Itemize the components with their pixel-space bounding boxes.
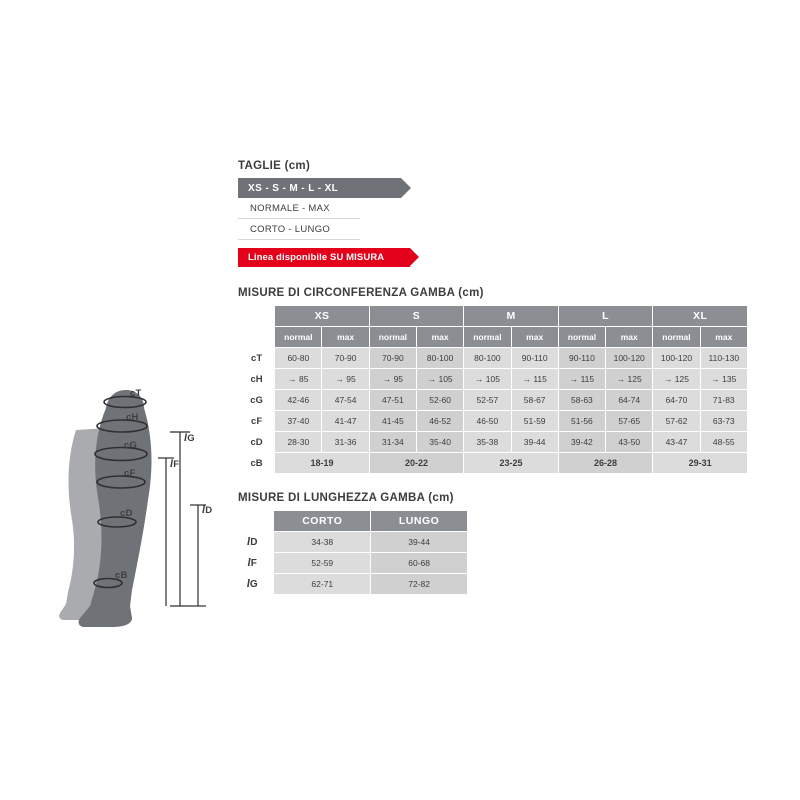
table-row-cb (239, 453, 748, 474)
sizes-banner: XS - S - M - L - XL (238, 178, 401, 198)
cell: 70-90 (369, 348, 416, 369)
cell: 31-34 (369, 432, 416, 453)
cell: 20-22 (369, 453, 464, 474)
label-ld: lD (202, 504, 213, 516)
row-label-cd: cD (239, 432, 275, 453)
length-header-lungo: LUNGO (371, 511, 468, 532)
made-to-measure-banner: Linea disponibile SU MISURA (238, 248, 410, 267)
cell: 47-51 (369, 390, 416, 411)
cell: 35-38 (464, 432, 511, 453)
label-ch: cH (126, 412, 139, 423)
table-header-subs (239, 327, 748, 348)
cell: 57-62 (653, 411, 700, 432)
label-cg: cG (124, 440, 138, 451)
cell: 46-50 (464, 411, 511, 432)
cell: 100-120 (606, 348, 653, 369)
header-size-s: S (369, 306, 464, 327)
cell: 43-47 (653, 432, 700, 453)
label-cb: cB (115, 570, 128, 581)
chart-content (238, 160, 748, 595)
subheader-max-xl: max (700, 327, 747, 348)
leg-illustration (58, 370, 233, 635)
header-size-l: L (558, 306, 653, 327)
table-row (239, 369, 748, 390)
length-title: MISURE DI LUNGHEZZA GAMBA (cm) (238, 492, 454, 504)
cell: 39-44 (511, 432, 558, 453)
cell: 43-50 (606, 432, 653, 453)
subheader-normal-xl: normal (653, 327, 700, 348)
cell: 58-63 (558, 390, 605, 411)
cell: 37-40 (275, 411, 322, 432)
table-row (239, 390, 748, 411)
label-cd: cD (120, 508, 133, 519)
cell: 34-38 (274, 532, 371, 553)
cell: 39-44 (371, 532, 468, 553)
row-label-ld: lD (238, 532, 274, 553)
cell: 63-73 (700, 411, 747, 432)
subheader-max-m: max (511, 327, 558, 348)
cell: 39-42 (558, 432, 605, 453)
length-header-row (238, 511, 468, 532)
row-label-ct: cT (239, 348, 275, 369)
cell: 51-56 (558, 411, 605, 432)
table-row (239, 411, 748, 432)
cell: 57-65 (606, 411, 653, 432)
table-row (238, 574, 468, 595)
cell: 31-36 (322, 432, 369, 453)
cell: 28-30 (275, 432, 322, 453)
cell: → 105 (417, 369, 464, 390)
table-row (239, 348, 748, 369)
cell: 60-80 (275, 348, 322, 369)
cell: 26-28 (558, 453, 653, 474)
circumference-title: MISURE DI CIRCONFERENZA GAMBA (cm) (238, 287, 484, 299)
subheader-max-xs: max (322, 327, 369, 348)
cell: → 125 (606, 369, 653, 390)
length-section (238, 492, 748, 595)
subheader-normal-xs: normal (275, 327, 322, 348)
cell: 60-68 (371, 553, 468, 574)
cell: 90-110 (558, 348, 605, 369)
cell: 64-74 (606, 390, 653, 411)
cell: 46-52 (417, 411, 464, 432)
table-row (239, 432, 748, 453)
label-cf: cF (124, 468, 136, 479)
cell: 47-54 (322, 390, 369, 411)
cell: 72-82 (371, 574, 468, 595)
cell: → 95 (369, 369, 416, 390)
cell: 51-59 (511, 411, 558, 432)
cell: → 115 (511, 369, 558, 390)
header-size-xl: XL (653, 306, 748, 327)
leg-diagram-svg (58, 370, 233, 635)
cell: 64-70 (653, 390, 700, 411)
cell: → 105 (464, 369, 511, 390)
subheader-normal-s: normal (369, 327, 416, 348)
label-ct: cT (130, 388, 142, 399)
sizes-row-normale-max: NORMALE - MAX (238, 198, 360, 219)
header-size-xs: XS (275, 306, 370, 327)
cell: 42-46 (275, 390, 322, 411)
cell: 52-59 (274, 553, 371, 574)
cell: 71-83 (700, 390, 747, 411)
length-header-corto: CORTO (274, 511, 371, 532)
row-label-cb: cB (239, 453, 275, 474)
subheader-max-l: max (606, 327, 653, 348)
header-size-m: M (464, 306, 559, 327)
subheader-normal-l: normal (558, 327, 605, 348)
row-label-cf: cF (239, 411, 275, 432)
table-row (238, 553, 468, 574)
circumference-section (238, 287, 748, 474)
cell: → 95 (322, 369, 369, 390)
subheader-max-s: max (417, 327, 464, 348)
cell: → 115 (558, 369, 605, 390)
sizes-section (238, 160, 748, 267)
cell: 35-40 (417, 432, 464, 453)
row-label-lg: lG (238, 574, 274, 595)
cell: 100-120 (653, 348, 700, 369)
table-header-sizes (239, 306, 748, 327)
circumference-table (238, 305, 748, 474)
sizes-row-corto-lungo: CORTO - LUNGO (238, 219, 360, 240)
cell: 80-100 (417, 348, 464, 369)
cell: 23-25 (464, 453, 559, 474)
cell: → 135 (700, 369, 747, 390)
row-label-ch: cH (239, 369, 275, 390)
cell: 18-19 (275, 453, 370, 474)
cell: 110-130 (700, 348, 747, 369)
cell: 80-100 (464, 348, 511, 369)
cell: → 85 (275, 369, 322, 390)
cell: 48-55 (700, 432, 747, 453)
cell: 41-45 (369, 411, 416, 432)
cell: 62-71 (274, 574, 371, 595)
row-label-lf: lF (238, 553, 274, 574)
label-lf: lF (170, 458, 180, 470)
length-table (238, 510, 468, 595)
cell: 29-31 (653, 453, 748, 474)
cell: 52-60 (417, 390, 464, 411)
cell: 41-47 (322, 411, 369, 432)
cell: 70-90 (322, 348, 369, 369)
row-label-cg: cG (239, 390, 275, 411)
table-row (238, 532, 468, 553)
cell: → 125 (653, 369, 700, 390)
cell: 58-67 (511, 390, 558, 411)
sizes-title: TAGLIE (cm) (238, 160, 311, 172)
cell: 52-57 (464, 390, 511, 411)
subheader-normal-m: normal (464, 327, 511, 348)
cell: 90-110 (511, 348, 558, 369)
label-lg: lG (184, 432, 195, 444)
